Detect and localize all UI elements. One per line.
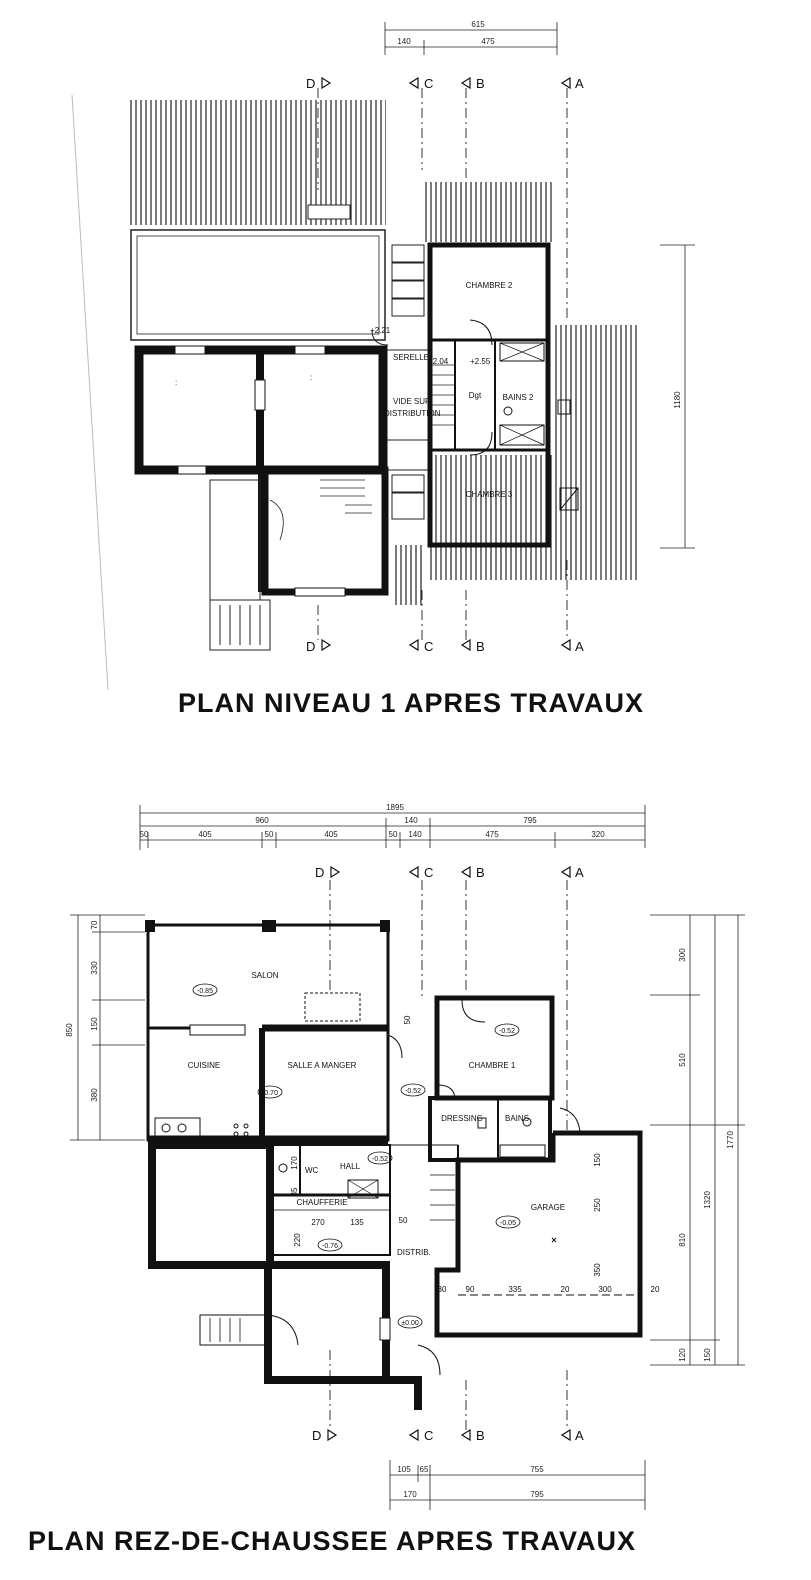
label-bains: BAINS <box>504 1114 530 1123</box>
dim-140: 140 <box>397 37 411 46</box>
marker-d-bottom: D <box>306 639 316 654</box>
lower-chambre1-block <box>430 998 552 1160</box>
dim-65: 65 <box>419 1465 429 1474</box>
label-wc: WC <box>305 1166 319 1175</box>
dim-475: 475 <box>481 37 495 46</box>
label-dgt: Dgt <box>468 391 482 400</box>
label-dressing: DRESSING <box>441 1114 483 1123</box>
dim-380: 380 <box>90 1088 99 1102</box>
label-distrib: DISTRIB. <box>397 1248 431 1257</box>
lower-left-dimensions <box>65 915 145 1140</box>
label-salon: SALON <box>251 971 279 980</box>
dim-300-garage: 300 <box>598 1285 612 1294</box>
level-cuisine: -0.70 <box>262 1090 278 1097</box>
svg-text::: : <box>310 373 313 382</box>
terrace-bottom-hatch <box>430 455 638 580</box>
seg-1: 405 <box>198 830 212 839</box>
label-bains-2: BAINS 2 <box>502 393 534 402</box>
label-garage: GARAGE <box>530 1203 566 1212</box>
seg-0: 50 <box>139 830 149 839</box>
lower-right-dimensions <box>650 915 745 1365</box>
marker-d-low-top: D <box>315 865 325 880</box>
svg-text::: : <box>175 378 178 387</box>
marker-a-low-bottom: A <box>575 1428 584 1443</box>
dim-350: 350 <box>593 1263 602 1277</box>
dim-270: 270 <box>311 1218 325 1227</box>
terrace-right-hatch <box>553 325 639 455</box>
label-salle-a-manger: SALLE A MANGER <box>287 1061 357 1070</box>
lower-bottom-dimensions <box>390 1460 645 1510</box>
flat-roof <box>131 230 385 340</box>
dim-105: 105 <box>397 1465 411 1474</box>
dim-1180: 1180 <box>673 391 682 409</box>
level-chaufferie: -0.76 <box>322 1243 338 1250</box>
label-chaufferie: CHAUFFERIE <box>296 1198 348 1207</box>
dim-250: 250 <box>593 1198 602 1212</box>
marker-b-low-bottom: B <box>476 1428 485 1443</box>
dim-20-garage: 20 <box>560 1285 570 1294</box>
lower-living-block <box>145 920 402 1140</box>
dim-615: 615 <box>471 20 485 29</box>
paper-edge <box>72 95 108 690</box>
marker-a-low-top: A <box>575 865 584 880</box>
dim-50-top: 50 <box>403 1015 412 1025</box>
upper-plan-title: PLAN NIVEAU 1 APRES TRAVAUX <box>178 688 645 718</box>
dim-150-garage: 150 <box>593 1153 602 1167</box>
marker-a-top: A <box>575 76 584 91</box>
seg-2: 50 <box>264 830 274 839</box>
lower-plan-title: PLAN REZ-DE-CHAUSSEE APRES TRAVAUX <box>28 1526 637 1556</box>
level-255: +2.55 <box>470 357 491 366</box>
level-chambre1: -0.52 <box>499 1028 515 1035</box>
dim-300-right: 300 <box>678 948 687 962</box>
dim-755: 755 <box>530 1465 544 1474</box>
marker-d-top: D <box>306 76 316 91</box>
marker-b-low-top: B <box>476 865 485 880</box>
dim-50-hall: 50 <box>398 1216 408 1225</box>
level-salon: -0.85 <box>197 988 213 995</box>
lower-garage-block <box>437 1108 640 1335</box>
dim-960: 960 <box>255 816 269 825</box>
dim-90: 90 <box>465 1285 475 1294</box>
lower-section-markers <box>312 865 584 1443</box>
label-hall: HALL <box>340 1162 361 1171</box>
marker-c-low-bottom: C <box>424 1428 434 1443</box>
upper-plan <box>72 20 695 690</box>
lower-distribution <box>390 1145 458 1375</box>
upper-stair-blocks <box>392 245 424 519</box>
seg-6: 475 <box>485 830 499 839</box>
terrace-top-hatch <box>424 182 552 242</box>
marker-a-bottom: A <box>575 639 584 654</box>
marker-b-bottom: B <box>476 639 485 654</box>
level-entry: ±0.00 <box>401 1320 419 1327</box>
marker-c-top: C <box>424 76 434 91</box>
dim-150-left: 150 <box>90 1017 99 1031</box>
dim-20-right: 20 <box>650 1285 660 1294</box>
seg-4: 50 <box>388 830 398 839</box>
seg-5: 140 <box>408 830 422 839</box>
seg-3: 405 <box>324 830 338 839</box>
level-hall-b: -0.52 <box>372 1156 388 1163</box>
upper-internal-stair <box>270 480 372 540</box>
dim-1895: 1895 <box>386 803 404 812</box>
dim-1770: 1770 <box>726 1131 735 1149</box>
dim-330: 330 <box>90 961 99 975</box>
label-vide-sur: VIDE SUR <box>393 397 431 406</box>
dim-150-right: 150 <box>703 1348 712 1362</box>
lower-section-lines <box>330 880 567 1430</box>
dim-70: 70 <box>90 920 99 930</box>
level-garage: -0.05 <box>500 1220 516 1227</box>
marker-b-top: B <box>476 76 485 91</box>
skylight <box>308 205 350 219</box>
dim-170-bottom: 170 <box>403 1490 417 1499</box>
dim-335: 335 <box>508 1285 522 1294</box>
dim-795-bottom: 795 <box>530 1490 544 1499</box>
marker-c-low-top: C <box>424 865 434 880</box>
dim-810: 810 <box>678 1233 687 1247</box>
marker-d-low-bottom: D <box>312 1428 322 1443</box>
dim-135: 135 <box>350 1218 364 1227</box>
dim-795-top: 795 <box>523 816 537 825</box>
terrace-small-hatch <box>395 545 425 605</box>
label-cuisine: CUISINE <box>187 1061 221 1070</box>
label-chambre-2: CHAMBRE 2 <box>465 281 513 290</box>
dim-510: 510 <box>678 1053 687 1067</box>
dim-220: 220 <box>293 1233 302 1247</box>
level-204: +2.04 <box>428 357 449 366</box>
dim-30: 30 <box>437 1285 447 1294</box>
dim-85: 85 <box>290 1187 299 1197</box>
dim-120: 120 <box>678 1348 687 1362</box>
dim-1320: 1320 <box>703 1191 712 1209</box>
dim-850: 850 <box>65 1023 74 1037</box>
level-221: +2.21 <box>370 326 391 335</box>
lower-plan <box>65 803 745 1510</box>
upper-top-dimensions <box>385 20 557 55</box>
seg-7: 320 <box>591 830 605 839</box>
label-chambre-3: CHAMBRE 3 <box>465 490 513 499</box>
level-hall-a: -0.52 <box>405 1088 421 1095</box>
dim-140-top: 140 <box>404 816 418 825</box>
upper-right-dimension <box>660 245 695 548</box>
label-chambre-1: CHAMBRE 1 <box>468 1061 516 1070</box>
marker-c-bottom: C <box>424 639 434 654</box>
dim-170: 170 <box>290 1156 299 1170</box>
lower-top-dimensions <box>140 803 645 850</box>
label-serelle: SERELLE <box>393 353 430 362</box>
label-distribution: DISTRIBUTION <box>384 409 441 418</box>
